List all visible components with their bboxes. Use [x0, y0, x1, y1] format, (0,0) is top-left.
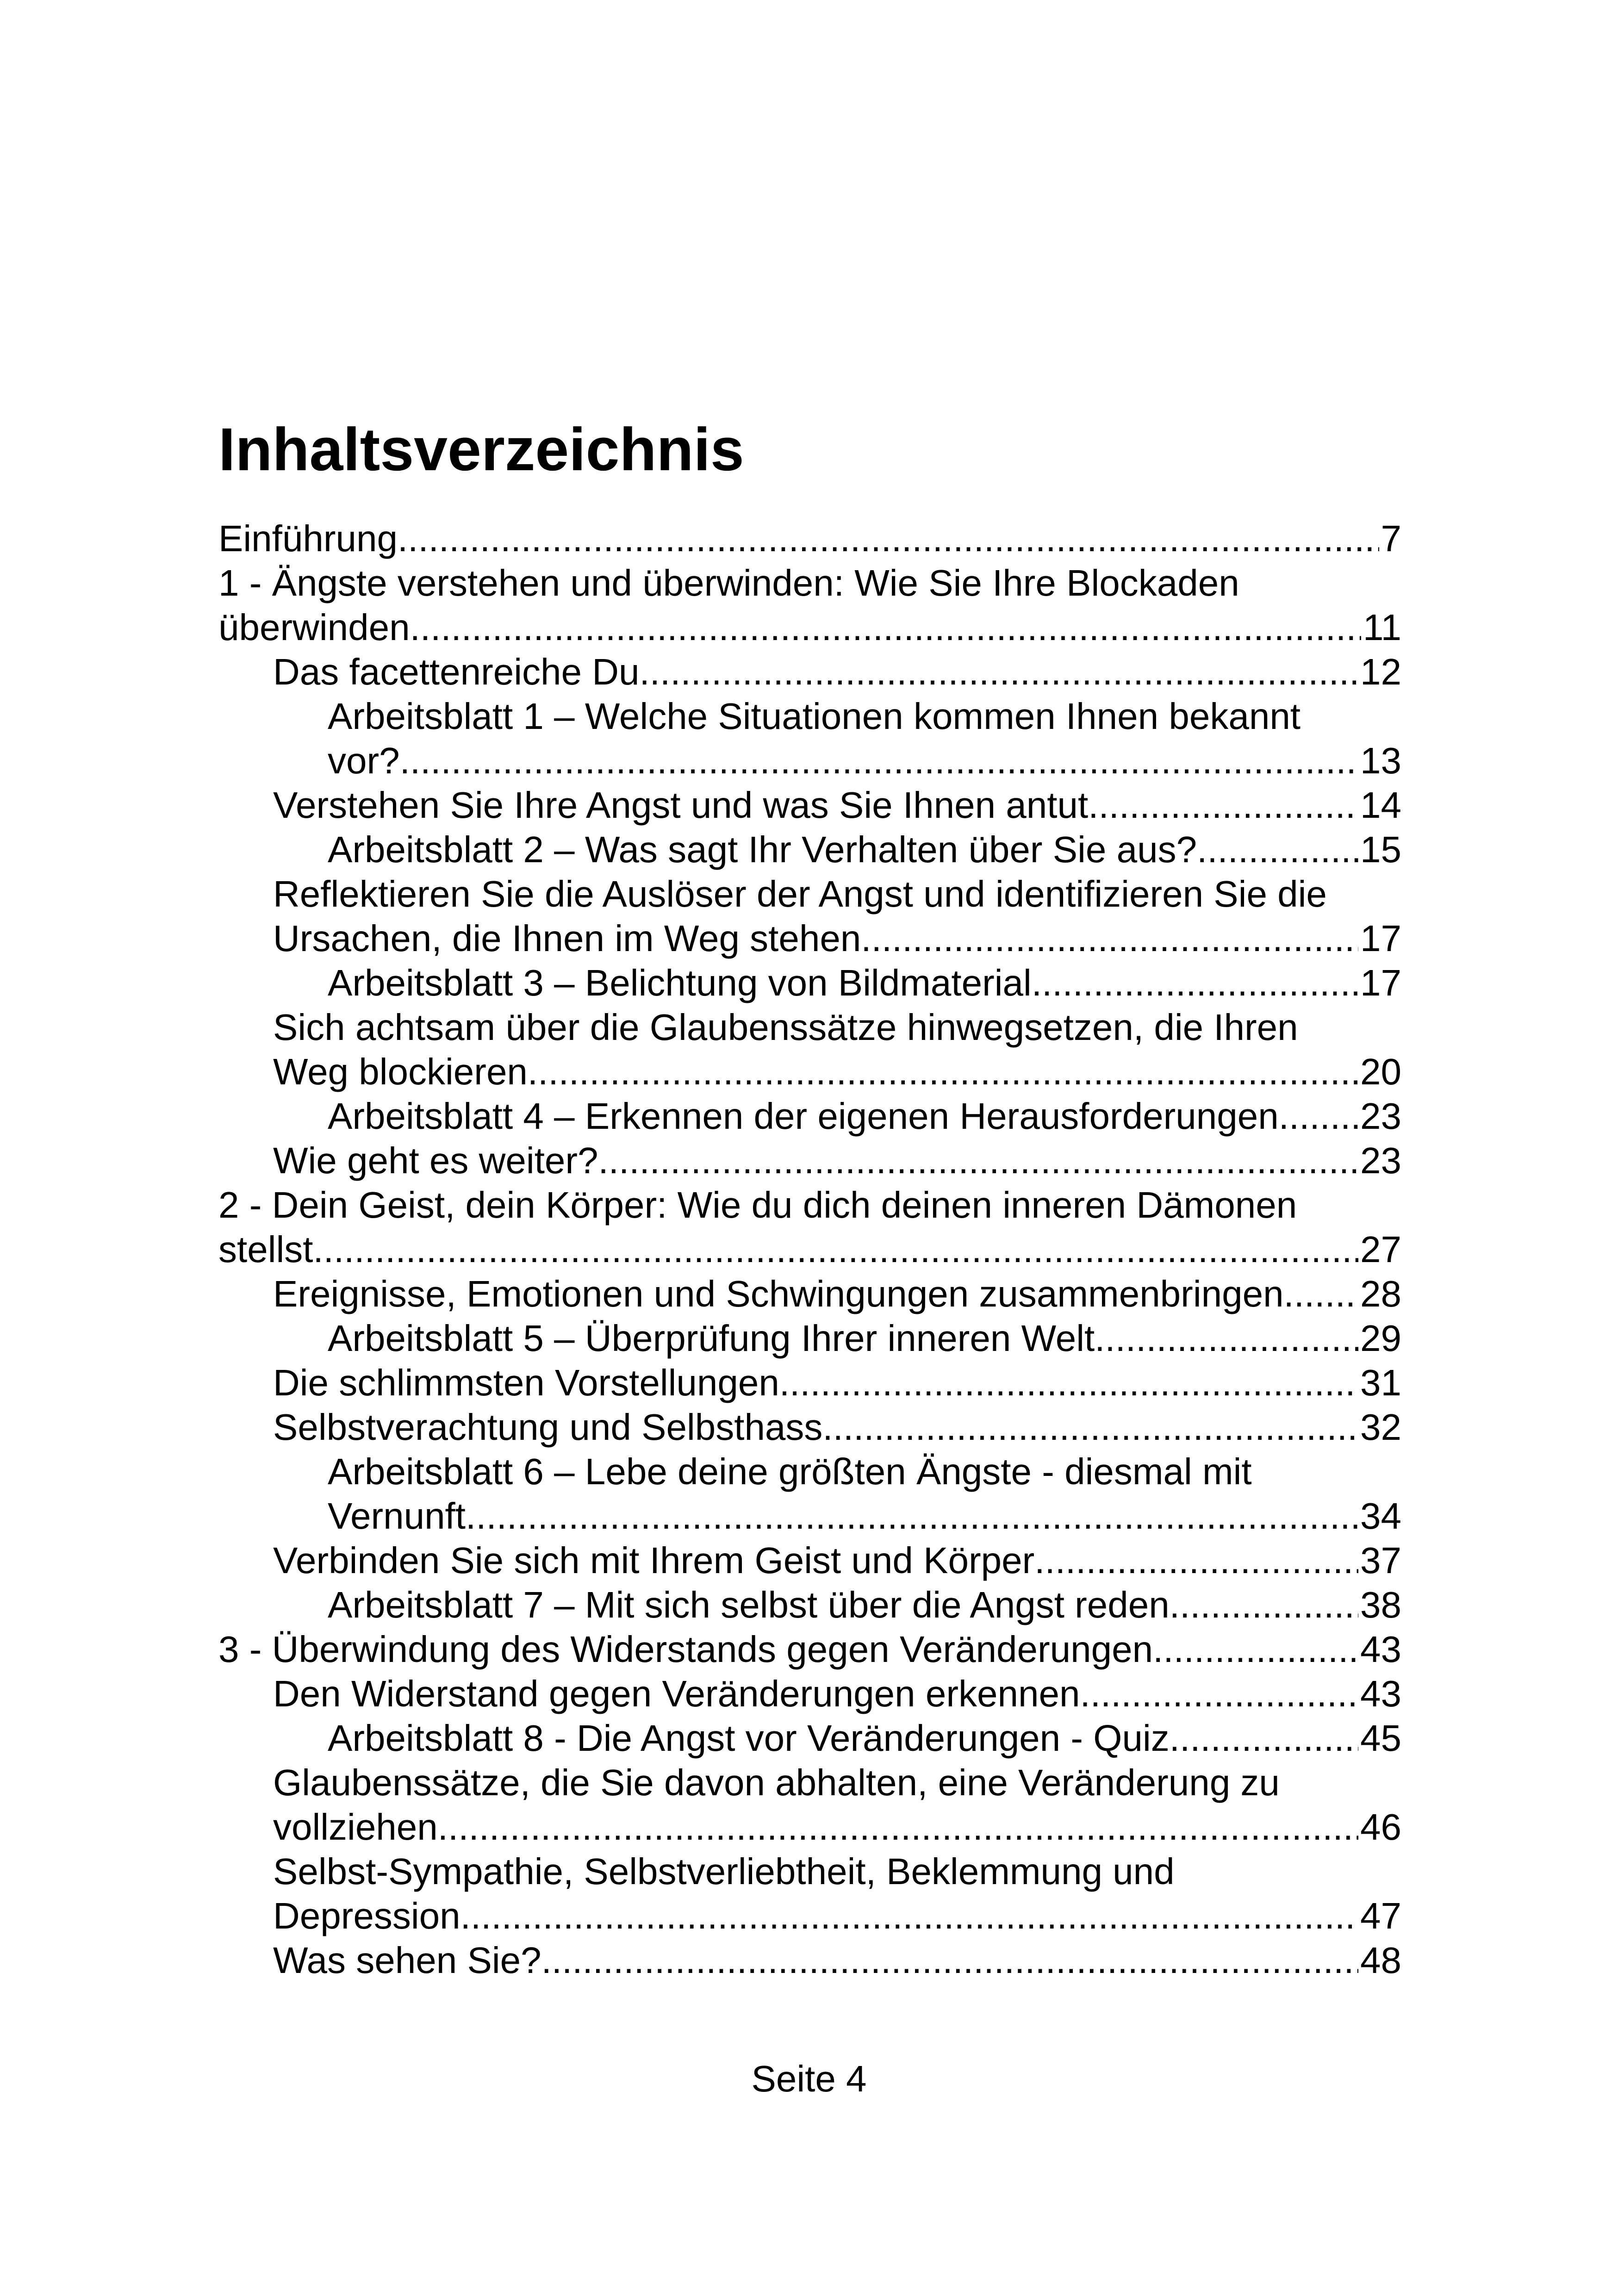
toc-leader-dots: [1034, 1538, 1358, 1583]
toc-entry-page-number: 12: [1360, 651, 1401, 692]
toc-entry-line: [328, 1094, 1401, 1139]
toc-entry-page-number: 20: [1360, 1051, 1401, 1092]
toc-entry-line: [273, 1272, 1401, 1316]
toc-entry-label: Arbeitsblatt 7 – Mit sich selbst über die Angst reden: [328, 1584, 1170, 1625]
toc-leader-dots: [1170, 1716, 1358, 1761]
toc-entry-page-number: 23: [1360, 1095, 1401, 1137]
toc-entry[interactable]: [218, 1450, 1401, 1538]
toc-entry-heading-line: Arbeitsblatt 6 – Lebe deine größten Ängste - diesmal mit: [328, 1451, 1252, 1492]
toc-entry-page-number: 31: [1360, 1362, 1401, 1403]
toc-entry-label: vollziehen: [273, 1806, 438, 1848]
toc-entry-label: Selbstverachtung und Selbsthass: [273, 1406, 823, 1448]
toc-leader-dots: [598, 1139, 1358, 1183]
toc-entry-label: Den Widerstand gegen Veränderungen erkennen: [273, 1673, 1080, 1714]
toc-entry[interactable]: [218, 1938, 1401, 1983]
toc-entry-line: [218, 605, 1401, 650]
toc-entry-page-number: 15: [1360, 829, 1401, 870]
toc-leader-dots: [822, 1405, 1358, 1450]
toc-leader-dots: [861, 916, 1358, 961]
toc-entry[interactable]: [218, 1583, 1401, 1627]
toc-entry-line: [273, 1538, 1401, 1583]
toc-leader-dots: [1095, 1316, 1358, 1361]
toc-leader-dots: [466, 1494, 1358, 1538]
toc-entry[interactable]: [218, 1716, 1401, 1761]
toc-leader-dots: [1088, 783, 1358, 828]
toc-entry-label: 3 - Überwindung des Widerstands gegen Veränderungen: [218, 1629, 1153, 1670]
toc-leader-dots: [1080, 1672, 1358, 1716]
toc-entry[interactable]: [218, 1183, 1401, 1272]
toc-entry-page-number: 17: [1360, 962, 1401, 1003]
table-of-contents: [218, 516, 1401, 1983]
toc-entry-line: [273, 916, 1401, 961]
toc-entry-line: [328, 1716, 1401, 1761]
toc-entry-line: [273, 1938, 1401, 1983]
toc-entry[interactable]: [218, 561, 1401, 650]
toc-leader-dots: [640, 650, 1358, 694]
toc-leader-dots: [541, 1938, 1358, 1983]
toc-entry-page-number: 14: [1360, 784, 1401, 826]
toc-entry-line: [273, 1672, 1401, 1716]
toc-entry-line: [273, 1050, 1401, 1094]
toc-entry-line: [218, 1627, 1401, 1672]
toc-entry-page-number: 28: [1360, 1273, 1401, 1314]
toc-entry[interactable]: [218, 694, 1401, 783]
toc-leader-dots: [1197, 828, 1358, 872]
toc-entry-page-number: 45: [1360, 1717, 1401, 1759]
toc-entry-label: Die schlimmsten Vorstellungen: [273, 1362, 779, 1403]
toc-entry-label: Das facettenreiche Du: [273, 651, 640, 692]
toc-entry-label: überwinden: [218, 607, 410, 648]
toc-entry-label: Ereignisse, Emotionen und Schwingungen zusammenbringen.: [273, 1273, 1294, 1314]
toc-leader-dots: [1153, 1627, 1358, 1672]
toc-entry-label: Arbeitsblatt 4 – Erkennen der eigenen Herausforderungen: [328, 1095, 1279, 1137]
toc-entry-page-number: 43: [1360, 1629, 1401, 1670]
toc-entry-label: Verbinden Sie sich mit Ihrem Geist und Körper: [273, 1540, 1035, 1581]
toc-entry-line: [328, 1494, 1401, 1538]
toc-entry-page-number: 29: [1360, 1318, 1401, 1359]
toc-entry-line: [273, 1361, 1401, 1405]
toc-entry[interactable]: [218, 961, 1401, 1005]
toc-entry[interactable]: [218, 1672, 1401, 1716]
toc-entry-label: vor?: [328, 740, 400, 781]
toc-entry-heading-line: Sich achtsam über die Glaubenssätze hinwegsetzen, die Ihren: [273, 1007, 1298, 1048]
toc-entry-heading-line: Reflektieren Sie die Auslöser der Angst und identifizieren Sie die: [273, 873, 1327, 915]
toc-entry-heading-line: Arbeitsblatt 1 – Welche Situationen kommen Ihnen bekannt: [328, 696, 1301, 737]
toc-entry[interactable]: [218, 1005, 1401, 1094]
toc-entry-page-number: 37: [1360, 1540, 1401, 1581]
toc-entry[interactable]: [218, 1272, 1401, 1316]
toc-leader-dots: [410, 605, 1361, 650]
toc-leader-dots: [1279, 1094, 1358, 1139]
toc-entry-page-number: 17: [1360, 918, 1401, 959]
toc-entry-page-number: 38: [1360, 1584, 1401, 1625]
page-number-footer: Seite 4: [751, 2058, 867, 2099]
toc-entry-line: [273, 1139, 1401, 1183]
toc-entry[interactable]: [218, 1538, 1401, 1583]
toc-leader-dots: [1032, 961, 1358, 1005]
toc-entry-page-number: 11: [1363, 607, 1401, 648]
toc-entry-heading-line: 1 - Ängste verstehen und überwinden: Wie Sie Ihre Blockaden: [218, 562, 1239, 604]
toc-entry-label: Vernunft: [328, 1495, 466, 1537]
toc-entry-line: [218, 516, 1401, 561]
toc-entry-page-number: 23: [1360, 1140, 1401, 1181]
toc-entry[interactable]: [218, 1849, 1401, 1938]
toc-entry-heading-line: Glaubenssätze, die Sie davon abhalten, eine Veränderung zu: [273, 1762, 1280, 1803]
toc-leader-dots: [461, 1894, 1358, 1938]
toc-entry-heading-line: 2 - Dein Geist, dein Körper: Wie du dich deinen inneren Dämonen: [218, 1184, 1297, 1226]
toc-leader-dots: [313, 1227, 1359, 1272]
toc-entry-page-number: 27: [1360, 1229, 1401, 1270]
toc-entry-page-number: 47: [1360, 1895, 1401, 1936]
toc-entry-line: [328, 961, 1401, 1005]
toc-entry-label: Wie geht es weiter?: [273, 1140, 598, 1181]
toc-entry-line: [328, 828, 1401, 872]
toc-entry[interactable]: [218, 1139, 1401, 1183]
toc-entry-line: [328, 739, 1401, 783]
toc-entry-label: Ursachen, die Ihnen im Weg stehen: [273, 918, 861, 959]
toc-leader-dots: [1170, 1583, 1358, 1627]
toc-entry-label: Was sehen Sie?: [273, 1940, 541, 1981]
toc-entry[interactable]: [218, 1094, 1401, 1139]
page-title: Inhaltsverzeichnis: [218, 415, 744, 483]
toc-entry-line: [218, 1227, 1401, 1272]
toc-entry-label: Arbeitsblatt 2 – Was sagt Ihr Verhalten über Sie aus?: [328, 829, 1197, 870]
toc-entry[interactable]: [218, 1316, 1401, 1361]
toc-entry-label: stellst: [218, 1229, 313, 1270]
toc-leader-dots: [398, 516, 1379, 561]
toc-entry-label: Verstehen Sie Ihre Angst und was Sie Ihnen antut: [273, 784, 1089, 826]
toc-entry[interactable]: [218, 783, 1401, 828]
toc-entry[interactable]: [218, 872, 1401, 961]
toc-entry-label: Arbeitsblatt 5 – Überprüfung Ihrer inneren Welt: [328, 1318, 1095, 1359]
toc-leader-dots: [438, 1805, 1358, 1849]
toc-entry-label: Weg blockieren: [273, 1051, 528, 1092]
toc-leader-dots: [528, 1050, 1358, 1094]
toc-entry-label: Depression: [273, 1895, 461, 1936]
toc-entry[interactable]: [218, 828, 1401, 872]
toc-entry-page-number: 46: [1360, 1806, 1401, 1848]
toc-entry-page-number: 13: [1360, 740, 1401, 781]
toc-entry-label: Arbeitsblatt 3 – Belichtung von Bildmaterial: [328, 962, 1032, 1003]
toc-entry[interactable]: [218, 1361, 1401, 1405]
toc-entry-line: [328, 1316, 1401, 1361]
toc-entry-line: [273, 1894, 1401, 1938]
toc-entry-page-number: 32: [1360, 1406, 1401, 1448]
toc-entry-line: [273, 1405, 1401, 1450]
toc-entry-label: Einführung: [218, 518, 398, 559]
toc-entry[interactable]: [218, 516, 1401, 561]
toc-leader-dots: [1294, 1272, 1358, 1316]
toc-entry-label: Arbeitsblatt 8 - Die Angst vor Veränderungen - Quiz: [328, 1717, 1170, 1759]
toc-entry-page-number: 7: [1381, 518, 1401, 559]
toc-entry-page-number: 34: [1360, 1495, 1401, 1537]
toc-leader-dots: [400, 739, 1358, 783]
toc-entry-page-number: 48: [1360, 1940, 1401, 1981]
toc-entry-page-number: 43: [1360, 1673, 1401, 1714]
toc-entry-line: [273, 1805, 1401, 1849]
toc-entry[interactable]: [218, 1761, 1401, 1849]
toc-entry[interactable]: [218, 1405, 1401, 1450]
toc-entry-line: [273, 783, 1401, 828]
toc-entry-line: [273, 650, 1401, 694]
toc-leader-dots: [779, 1361, 1358, 1405]
toc-entry-line: [328, 1583, 1401, 1627]
toc-entry[interactable]: [218, 650, 1401, 694]
toc-entry-heading-line: Selbst-Sympathie, Selbstverliebtheit, Beklemmung und: [273, 1851, 1175, 1892]
toc-entry[interactable]: [218, 1627, 1401, 1672]
